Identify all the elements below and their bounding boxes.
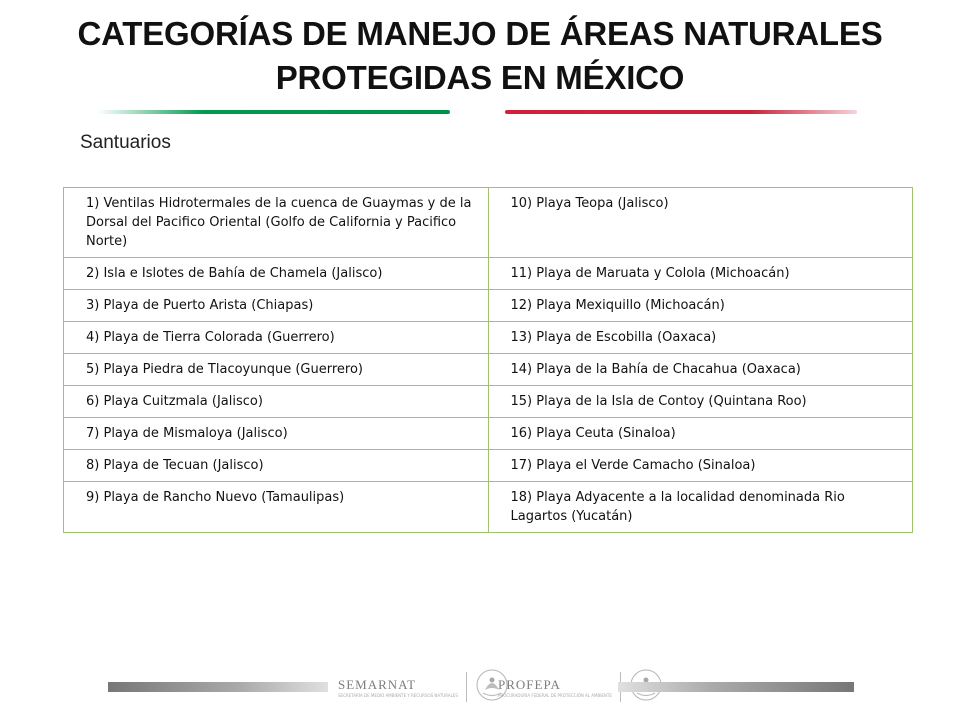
profepa-logo-fine-print: PROCURADURÍA FEDERAL DE PROTECCIÓN AL AMBIENTE — [498, 692, 612, 698]
page-title — [0, 12, 960, 100]
sanctuaries-table-body — [64, 188, 913, 533]
page-title-line-1: CATEGORÍAS DE MANEJO DE ÁREAS NATURALES — [77, 15, 883, 52]
table-row — [64, 354, 913, 386]
logo-separator — [466, 672, 467, 702]
footer-gradient-bar-left — [108, 682, 328, 692]
table-cell: 14) Playa de la Bahía de Chacahua (Oaxaca) — [488, 354, 913, 386]
table-cell: 16) Playa Ceuta (Sinaloa) — [488, 418, 913, 450]
table-row — [64, 188, 913, 258]
profepa-logo-text — [498, 677, 612, 698]
table-cell: 18) Playa Adyacente a la localidad denominada Rio Lagartos (Yucatán) — [488, 482, 913, 533]
table-cell: 5) Playa Piedra de Tlacoyunque (Guerrero) — [64, 354, 489, 386]
table-cell: 12) Playa Mexiquillo (Michoacán) — [488, 290, 913, 322]
semarnat-logo-fine-print: SECRETARÍA DE MEDIO AMBIENTE Y RECURSOS NATURALES — [338, 692, 458, 698]
green-divider — [98, 110, 450, 114]
table-row — [64, 322, 913, 354]
table-cell: 6) Playa Cuitzmala (Jalisco) — [64, 386, 489, 418]
table-cell: 4) Playa de Tierra Colorada (Guerrero) — [64, 322, 489, 354]
table-cell: 1) Ventilas Hidrotermales de la cuenca de Guaymas y de la Dorsal del Pacifico Oriental (Golfo de California y Pacifico Norte) — [64, 188, 489, 258]
profepa-logo-word: PROFEPA — [498, 676, 561, 692]
table-row — [64, 482, 913, 533]
semarnat-logo-text — [338, 677, 458, 698]
sanctuaries-table — [63, 187, 913, 533]
table-row — [64, 290, 913, 322]
semarnat-logo — [338, 664, 509, 710]
table-cell: 10) Playa Teopa (Jalisco) — [488, 188, 913, 258]
table-cell: 2) Isla e Islotes de Bahía de Chamela (Jalisco) — [64, 258, 489, 290]
red-divider — [505, 110, 857, 114]
table-cell: 3) Playa de Puerto Arista (Chiapas) — [64, 290, 489, 322]
table-cell: 9) Playa de Rancho Nuevo (Tamaulipas) — [64, 482, 489, 533]
table-cell: 17) Playa el Verde Camacho (Sinaloa) — [488, 450, 913, 482]
table-row — [64, 418, 913, 450]
table-cell: 11) Playa de Maruata y Colola (Michoacán) — [488, 258, 913, 290]
table-cell: 8) Playa de Tecuan (Jalisco) — [64, 450, 489, 482]
table-row — [64, 258, 913, 290]
table-cell: 7) Playa de Mismaloya (Jalisco) — [64, 418, 489, 450]
table-cell: 15) Playa de la Isla de Contoy (Quintana Roo) — [488, 386, 913, 418]
table-cell: 13) Playa de Escobilla (Oaxaca) — [488, 322, 913, 354]
footer-gradient-bar-right — [618, 682, 854, 692]
page-title-line-2: PROTEGIDAS EN MÉXICO — [275, 59, 685, 96]
table-row — [64, 386, 913, 418]
section-subtitle: Santuarios — [80, 132, 171, 153]
semarnat-logo-word: SEMARNAT — [338, 676, 417, 692]
table-row — [64, 450, 913, 482]
